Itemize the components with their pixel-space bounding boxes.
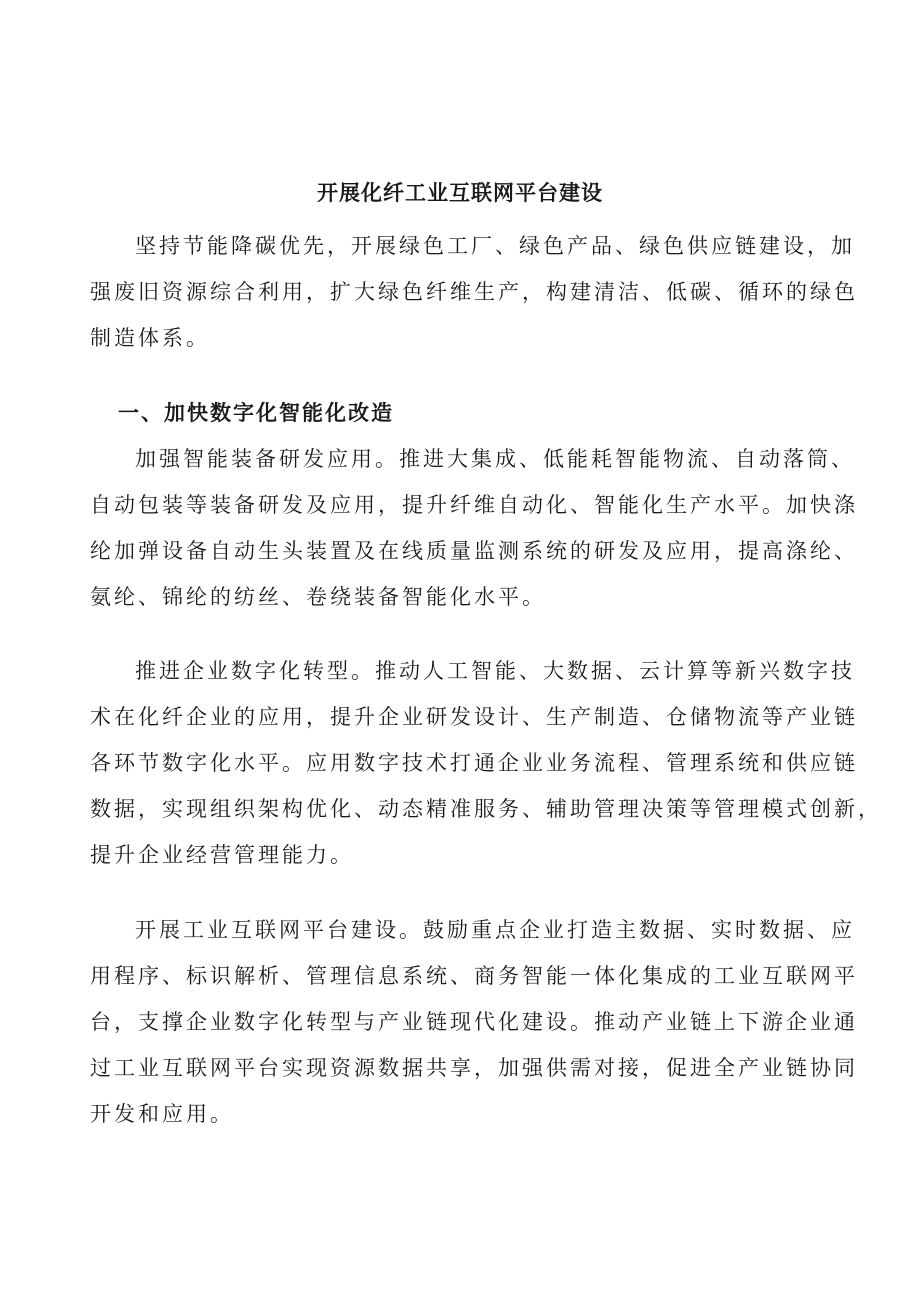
text-line: 加强智能装备研发应用。推进大集成、低能耗智能物流、自动落筒、 xyxy=(135,447,855,471)
body-paragraph xyxy=(90,436,858,620)
intro-paragraph xyxy=(90,223,858,361)
document-title: 开展化纤工业互联网平台建设 xyxy=(317,180,603,205)
body-paragraph xyxy=(90,907,858,1137)
text-line: 数据，实现组织架构优化、动态精准服务、辅助管理决策等管理模式创新， xyxy=(90,797,882,821)
text-line: 台，支撑企业数字化转型与产业链现代化建设。推动产业链上下游企业通 xyxy=(90,1010,858,1034)
body-paragraph xyxy=(90,648,882,878)
text-line: 开展工业互联网平台建设。鼓励重点企业打造主数据、实时数据、应 xyxy=(135,918,855,942)
text-line: 坚持节能降碳优先，开展绿色工厂、绿色产品、绿色供应链建设，加 xyxy=(135,234,855,258)
text-line: 氨纶、锦纶的纺丝、卷绕装备智能化水平。 xyxy=(90,585,546,609)
text-line: 强废旧资源综合利用，扩大绿色纤维生产，构建清洁、低碳、循环的绿色 xyxy=(90,280,858,304)
section-heading: 一、加快数字化智能化改造 xyxy=(118,400,394,425)
text-line: 各环节数字化水平。应用数字技术打通企业业务流程、管理系统和供应链 xyxy=(90,751,858,775)
text-line: 开发和应用。 xyxy=(90,1102,234,1126)
text-line: 过工业互联网平台实现资源数据共享，加强供需对接，促进全产业链协同 xyxy=(90,1056,858,1080)
text-line: 术在化纤企业的应用，提升企业研发设计、生产制造、仓储物流等产业链 xyxy=(90,705,858,729)
text-line: 用程序、标识解析、管理信息系统、商务智能一体化集成的工业互联网平 xyxy=(90,964,858,988)
text-line: 纶加弹设备自动生头装置及在线质量监测系统的研发及应用，提高涤纶、 xyxy=(90,539,858,563)
text-line: 提升企业经营管理能力。 xyxy=(90,843,354,867)
text-line: 推进企业数字化转型。推动人工智能、大数据、云计算等新兴数字技 xyxy=(135,659,855,683)
text-line: 制造体系。 xyxy=(90,326,210,350)
text-line: 自动包装等装备研发及应用，提升纤维自动化、智能化生产水平。加快涤 xyxy=(90,493,858,517)
